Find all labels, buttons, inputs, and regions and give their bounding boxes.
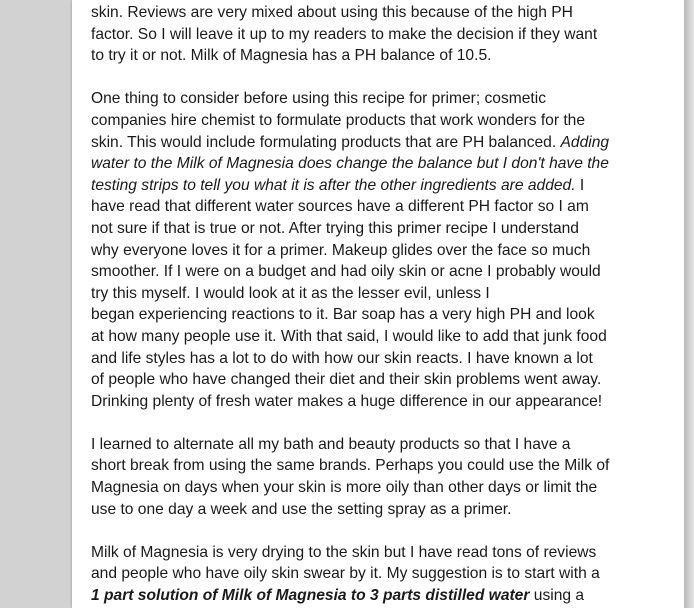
- paragraph: [91, 542, 671, 607]
- text-run: Magnesia on days when your skin is more oily than other days or limit the: [91, 479, 598, 497]
- text-run: why everyone loves it for a primer. Makeup glides over the face so much: [91, 241, 591, 259]
- text-run: factor. So I will leave it up to my readers to make the decision if they want: [91, 25, 598, 43]
- text-run: smoother. If I were on a budget and had oily skin or acne I probably would: [91, 263, 601, 281]
- text-run: skin. Reviews are very mixed about using this because of the high PH: [91, 4, 573, 21]
- article-body: [91, 2, 671, 608]
- text-line: [91, 175, 671, 197]
- text-run: One thing to consider before using this recipe for primer; cosmetic: [91, 90, 547, 108]
- emphasis-run: testing strips to tell you what it is after the other ingredients are added.: [91, 176, 576, 194]
- text-line: [91, 563, 671, 585]
- text-run: have read that different water sources have a different PH factor so I am: [91, 198, 589, 216]
- text-run: at how many people use it. With that said, I would like to add that junk food: [91, 327, 607, 345]
- text-line: [91, 499, 671, 521]
- text-line: [91, 585, 671, 607]
- document-page: [72, 0, 684, 608]
- text-run: use to one day a week and use the setting spray as a primer.: [91, 500, 512, 518]
- text-line: [91, 218, 671, 240]
- text-run: and people who have oily skin swear by it. My suggestion is to start with a: [91, 565, 600, 583]
- text-line: [91, 283, 671, 305]
- text-line: [91, 153, 671, 175]
- text-run: I: [575, 176, 585, 194]
- text-run: began experiencing reactions to it. Bar soap has a very high PH and look: [91, 306, 595, 324]
- text-run: not sure if that is true or not. After trying this primer recipe I understand: [91, 219, 579, 237]
- text-run: to try it or not. Milk of Magnesia has a PH balance of 10.5.: [91, 47, 492, 65]
- text-line: [91, 326, 671, 348]
- paragraph: [91, 2, 671, 67]
- text-line: [91, 261, 671, 283]
- text-run: skin. This would include formulating products that are PH balanced.: [91, 133, 561, 151]
- text-line: [91, 110, 671, 132]
- text-line: [91, 542, 671, 564]
- text-line: [91, 348, 671, 370]
- text-line: [91, 477, 671, 499]
- text-run: short break from using the same brands. Perhaps you could use the Milk of: [91, 457, 610, 475]
- emphasis-run: water to the Milk of Magnesia does change the balance but I don't have the: [91, 155, 609, 173]
- text-run: Milk of Magnesia is very drying to the skin but I have read tons of reviews: [91, 543, 597, 561]
- text-line: [91, 391, 671, 413]
- text-run: and life styles has a lot to do with how our skin reacts. I have known a lot: [91, 349, 593, 367]
- text-line: [91, 132, 671, 154]
- text-line: [91, 369, 671, 391]
- text-line: [91, 455, 671, 477]
- text-line: [91, 2, 671, 24]
- paragraph: [91, 88, 671, 412]
- text-run: companies hire chemist to formulate products that work wonders for the: [91, 111, 586, 129]
- text-line: [91, 45, 671, 67]
- text-line: [91, 240, 671, 262]
- text-line: [91, 196, 671, 218]
- text-run: try this myself. I would look at it as the lesser evil, unless I: [91, 284, 490, 302]
- text-line: [91, 304, 671, 326]
- text-line: [91, 24, 671, 46]
- text-run: using a: [529, 587, 585, 605]
- text-run: I learned to alternate all my bath and beauty products so that I have a: [91, 435, 571, 453]
- text-run: of people who have changed their diet and their skin problems went away.: [91, 371, 602, 389]
- paragraph: [91, 434, 671, 520]
- text-run: Drinking plenty of fresh water makes a huge difference in our appearance!: [91, 392, 603, 410]
- text-line: [91, 434, 671, 456]
- emphasis-run: 1 part solution of Milk of Magnesia to 3 parts distilled water: [91, 587, 530, 605]
- text-line: [91, 88, 671, 110]
- page-edge-shadow: [684, 0, 694, 608]
- emphasis-run: Adding: [560, 133, 610, 151]
